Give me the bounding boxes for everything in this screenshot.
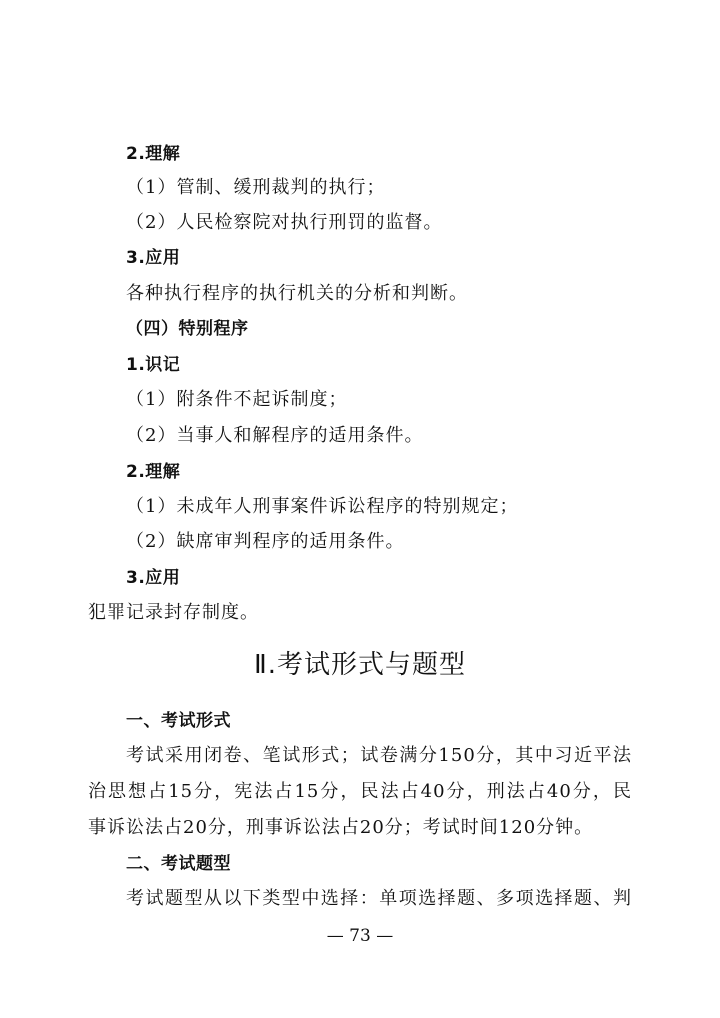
subheading-memorize: 1.识记 [126, 355, 181, 375]
heading-exam-types: 二、考试题型 [126, 854, 231, 874]
subheading-understand: 2.理解 [126, 144, 181, 164]
paragraph-line: 事诉讼法占20分，刑事诉讼法占20分；考试时间120分钟。 [88, 817, 594, 838]
list-item: （2）缺席审判程序的适用条件。 [126, 531, 405, 552]
subheading-understand: 2.理解 [126, 462, 181, 482]
heading-exam-form: 一、考试形式 [126, 711, 231, 731]
paragraph-line: 考试题型从以下类型中选择：单项选择题、多项选择题、判 [126, 888, 632, 909]
paragraph-text: 犯罪记录封存制度。 [88, 602, 259, 623]
subheading-apply: 3.应用 [126, 568, 181, 588]
list-item: （1）未成年人刑事案件诉讼程序的特别规定； [126, 496, 519, 517]
page-number: — 73 — [326, 926, 394, 946]
section-title: Ⅱ.考试形式与题型 [253, 650, 467, 680]
list-item: （1）管制、缓刑裁判的执行； [126, 177, 386, 198]
list-item: （2）当事人和解程序的适用条件。 [126, 425, 424, 446]
list-item: （2）人民检察院对执行刑罚的监督。 [126, 212, 443, 233]
subheading-apply: 3.应用 [126, 248, 181, 268]
subsection-heading: （四）特别程序 [126, 319, 249, 339]
paragraph-line: 治思想占15分，宪法占15分，民法占40分，刑法占40分，民 [88, 781, 632, 802]
list-item: （1）附条件不起诉制度； [126, 389, 348, 410]
paragraph-text: 各种执行程序的执行机关的分析和判断。 [126, 283, 468, 304]
paragraph-line: 考试采用闭卷、笔试形式；试卷满分150分，其中习近平法 [126, 745, 632, 766]
